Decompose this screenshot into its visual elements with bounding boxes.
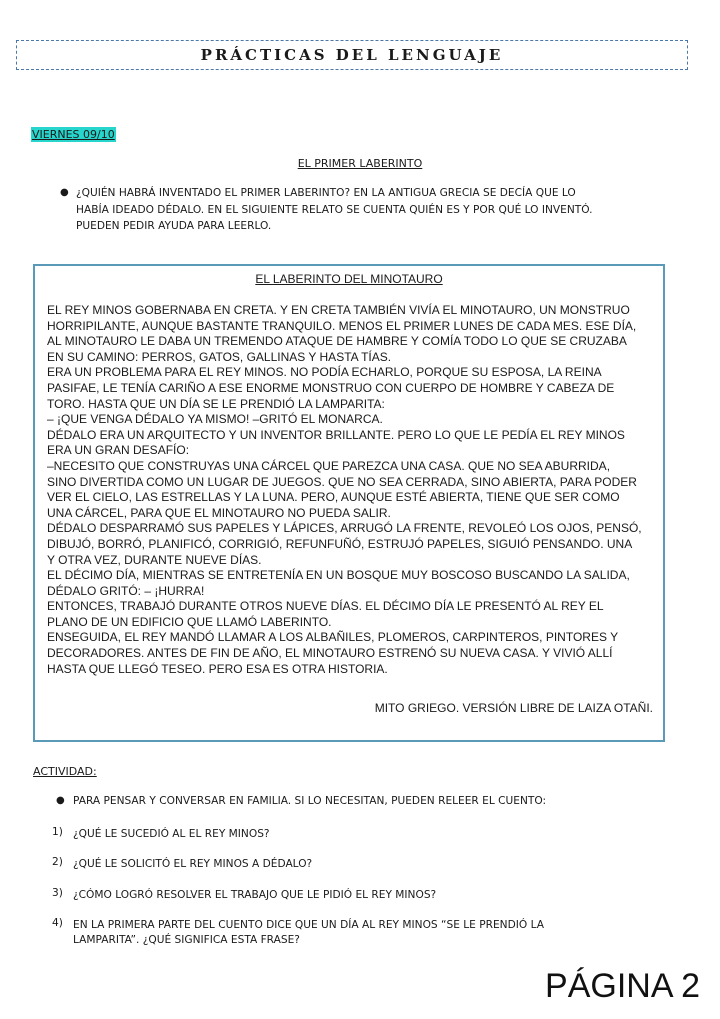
story-line: PLANO DE UN EDIFICIO QUE LLAMÓ LABERINTO. — [47, 614, 332, 629]
story-line: DIBUJÓ, BORRÓ, PLANIFICÓ, CORRIGIÓ, REFUNFUÑÓ, ESTRUJÓ PAPELES, SIGUIÓ PENSANDO. UNA — [47, 536, 633, 551]
story-line: ENTONCES, TRABAJÓ DURANTE OTROS NUEVE DÍAS. EL DÉCIMO DÍA LE PRESENTÓ AL REY EL — [47, 599, 604, 614]
intro-line: ¿QUIÉN HABRÁ INVENTADO EL PRIMER LABERINTO? EN LA ANTIGUA GRECIA SE DECÍA QUE LO — [76, 187, 576, 199]
story-line: EL REY MINOS GOBERNABA EN CRETA. Y EN CRETA TAMBIÉN VIVÍA EL MINOTAURO, UN MONSTRUO — [47, 303, 630, 317]
question-number: 1) — [52, 826, 63, 838]
story-line: EN SU CAMINO: PERROS, GATOS, GALLINAS Y HASTA TÍAS. — [47, 349, 392, 364]
story-box — [33, 264, 665, 742]
story-line: HORRIPILANTE, AUNQUE BASTANTE TRANQUILO. MENOS EL PRIMER LUNES DE CADA MES. ESE DÍA, — [47, 318, 637, 333]
question-4-line-2: LAMPARITA”. ¿QUÉ SIGNIFICA ESTA FRASE? — [73, 934, 300, 946]
question-number: 2) — [52, 856, 63, 868]
story-line: VER EL CIELO, LAS ESTRELLAS Y LA LUNA. PERO, AUNQUE ESTÉ ABIERTA, TIENE QUE SER COMO — [47, 490, 620, 505]
story-source: MITO GRIEGO. VERSIÓN LIBRE DE LAIZA OTAÑI. — [374, 701, 653, 715]
activity-bullet: PARA PENSAR Y CONVERSAR EN FAMILIA. SI LO NECESITAN, PUEDEN RELEER EL CUENTO: — [73, 795, 547, 807]
story-line: DÉDALO ERA UN ARQUITECTO Y UN INVENTOR BRILLANTE. PERO LO QUE LE PEDÍA EL REY MINOS — [47, 427, 625, 442]
story-line: EL DÉCIMO DÍA, MIENTRAS SE ENTRETENÍA EN UN BOSQUE MUY BOSCOSO BUSCANDO LA SALIDA, — [47, 568, 630, 583]
story-line: ERA UN GRAN DESAFÍO: — [47, 443, 190, 458]
question-3: ¿CÓMO LOGRÓ RESOLVER EL TRABAJO QUE LE PIDIÓ EL REY MINOS? — [73, 889, 437, 901]
question-number: 4) — [52, 917, 63, 929]
question-1: ¿QUÉ LE SUCEDIÓ AL EL REY MINOS? — [73, 828, 270, 840]
activity-title: ACTIVIDAD: — [33, 765, 97, 778]
question-2: ¿QUÉ LE SOLICITÓ EL REY MINOS A DÉDALO? — [73, 858, 313, 870]
story-line: TORO. HASTA QUE UN DÍA SE LE PRENDIÓ LA LAMPARITA: — [47, 396, 385, 411]
story-line: SINO DIVERTIDA COMO UN LUGAR DE JUEGOS. QUE NO SEA CERRADA, SINO ABIERTA, PARA PODER — [47, 474, 637, 489]
story-line: DÉDALO DESPARRAMÓ SUS PAPELES Y LÁPICES, ARRUGÓ LA FRENTE, REVOLEÓ LOS OJOS, PENSÓ, — [47, 521, 642, 536]
story-line: DÉDALO GRITÓ: – ¡HURRA! — [47, 583, 205, 598]
section-subtitle: EL PRIMER LABERINTO — [297, 157, 423, 170]
question-4-line-1: EN LA PRIMERA PARTE DEL CUENTO DICE QUE UN DÍA AL REY MINOS “SE LE PRENDIÓ LA — [73, 919, 544, 931]
intro-line: HABÍA IDEADO DÉDALO. EN EL SIGUIENTE RELATO SE CUENTA QUIÉN ES Y POR QUÉ LO INVENTÓ. — [76, 203, 593, 216]
story-title: EL LABERINTO DEL MINOTAURO — [255, 272, 443, 286]
page-title: PRÁCTICAS DEL LENGUAJE — [200, 46, 504, 64]
question-number: 3) — [52, 887, 63, 899]
story-line: – ¡QUE VENGA DÉDALO YA MISMO! –GRITÓ EL MONARCA. — [47, 412, 383, 427]
intro-paragraph — [76, 185, 676, 235]
story-line: HASTA QUE LLEGÓ TESEO. PERO ESA ES OTRA HISTORIA. — [47, 661, 388, 676]
story-line: UNA CÁRCEL, PARA QUE EL MINOTAURO NO PUEDA SALIR. — [47, 505, 391, 520]
story-text — [47, 303, 657, 677]
bullet-icon: ● — [60, 187, 69, 198]
story-line: AL MINOTAURO LE DABA UN TREMENDO ATAQUE DE HAMBRE Y COMÍA TODO LO QUE SE CRUZABA — [47, 334, 627, 349]
date-label: VIERNES 09/10 — [32, 128, 115, 141]
story-line: ERA UN PROBLEMA PARA EL REY MINOS. NO PODÍA ECHARLO, PORQUE SU ESPOSA, LA REINA — [47, 365, 602, 380]
page-number: PÁGINA 2 — [545, 967, 700, 1005]
header-banner — [16, 40, 688, 70]
bullet-icon: ● — [56, 795, 65, 806]
story-line: –NECESITO QUE CONSTRUYAS UNA CÁRCEL QUE PAREZCA UNA CASA. QUE NO SEA ABURRIDA, — [47, 458, 611, 473]
intro-line: PUEDEN PEDIR AYUDA PARA LEERLO. — [76, 220, 272, 232]
story-line: Y OTRA VEZ, DURANTE NUEVE DÍAS. — [47, 552, 262, 567]
story-line: ENSEGUIDA, EL REY MANDÓ LLAMAR A LOS ALBAÑILES, PLOMEROS, CARPINTEROS, PINTORES Y — [47, 630, 619, 645]
story-line: PASIFAE, LE TENÍA CARIÑO A ESE ENORME MONSTRUO CON CUERPO DE HOMBRE Y CABEZA DE — [47, 380, 615, 395]
story-line: DECORADORES. ANTES DE FIN DE AÑO, EL MINOTAURO ESTRENÓ SU NUEVA CASA. Y VIVIÓ ALLÍ — [47, 646, 613, 661]
